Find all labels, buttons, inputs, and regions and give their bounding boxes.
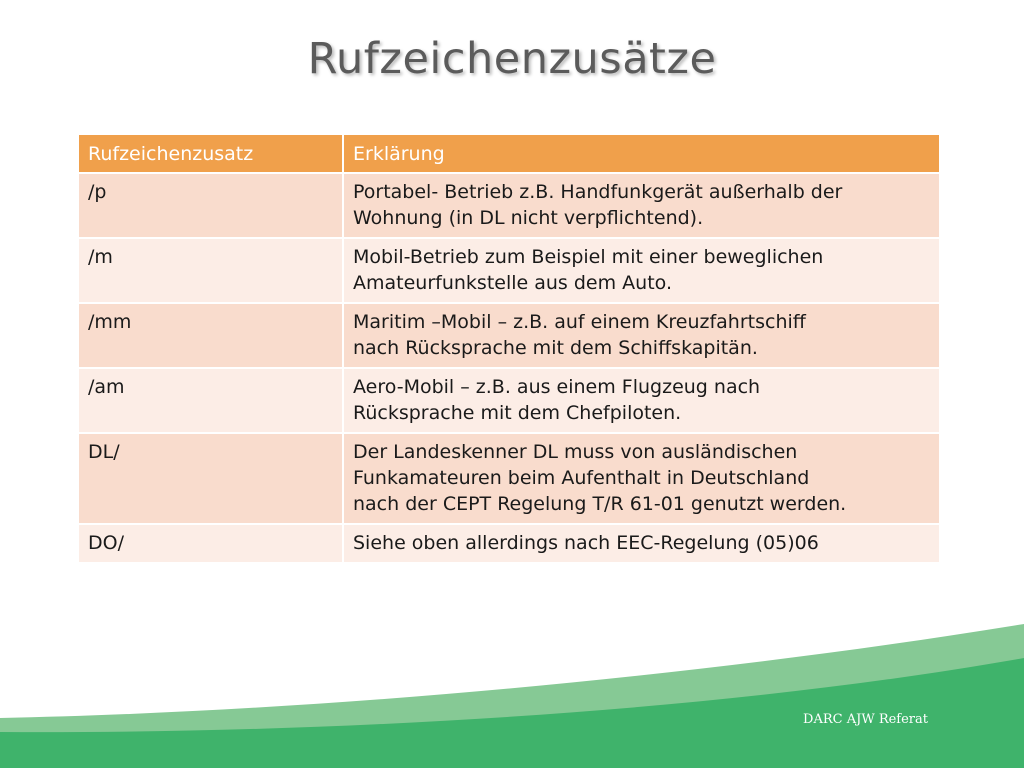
explanation-line: Funkamateuren beim Aufenthalt in Deutschland xyxy=(353,467,810,489)
explanation-line: Mobil-Betrieb zum Beispiel mit einer beweglichen xyxy=(353,246,824,268)
explanation-line: Maritim –Mobil – z.B. auf einem Kreuzfahrtschiff xyxy=(353,311,806,333)
suffix-cell: DL/ xyxy=(78,433,343,524)
explanation-cell xyxy=(343,524,940,563)
callsign-suffix-table xyxy=(77,133,941,564)
table-row xyxy=(78,524,940,563)
table-row xyxy=(78,238,940,303)
suffix-cell: DO/ xyxy=(78,524,343,563)
explanation-line: Amateurfunkstelle aus dem Auto. xyxy=(353,272,672,294)
explanation-line: Der Landeskenner DL muss von ausländischen xyxy=(353,441,798,463)
explanation-line: Aero-Mobil – z.B. aus einem Flugzeug nach xyxy=(353,376,761,398)
explanation-cell xyxy=(343,303,940,368)
footer-text: DARC AJW Referat xyxy=(803,712,928,727)
header-suffix: Rufzeichenzusatz xyxy=(78,134,343,173)
explanation-line: nach der CEPT Regelung T/R 61-01 genutzt werden. xyxy=(353,493,847,515)
suffix-cell: /p xyxy=(78,173,343,238)
decorative-waves xyxy=(0,600,1024,768)
suffix-cell: /mm xyxy=(78,303,343,368)
explanation-line: Portabel- Betrieb z.B. Handfunkgerät außerhalb der xyxy=(353,181,843,203)
explanation-line: Rücksprache mit dem Chefpiloten. xyxy=(353,402,682,424)
slide-title: Rufzeichenzusätze xyxy=(307,34,717,84)
table-row xyxy=(78,368,940,433)
suffix-cell: /m xyxy=(78,238,343,303)
explanation-cell xyxy=(343,368,940,433)
table-row xyxy=(78,433,940,524)
explanation-cell xyxy=(343,238,940,303)
table-row xyxy=(78,303,940,368)
explanation-cell xyxy=(343,173,940,238)
explanation-cell xyxy=(343,433,940,524)
suffix-cell: /am xyxy=(78,368,343,433)
table-row xyxy=(78,173,940,238)
table-header-row xyxy=(78,134,940,173)
explanation-line: nach Rücksprache mit dem Schiffskapitän. xyxy=(353,337,758,359)
header-explanation: Erklärung xyxy=(343,134,940,173)
explanation-line: Wohnung (in DL nicht verpflichtend). xyxy=(353,207,704,229)
explanation-line: Siehe oben allerdings nach EEC-Regelung (05)06 xyxy=(353,532,819,554)
